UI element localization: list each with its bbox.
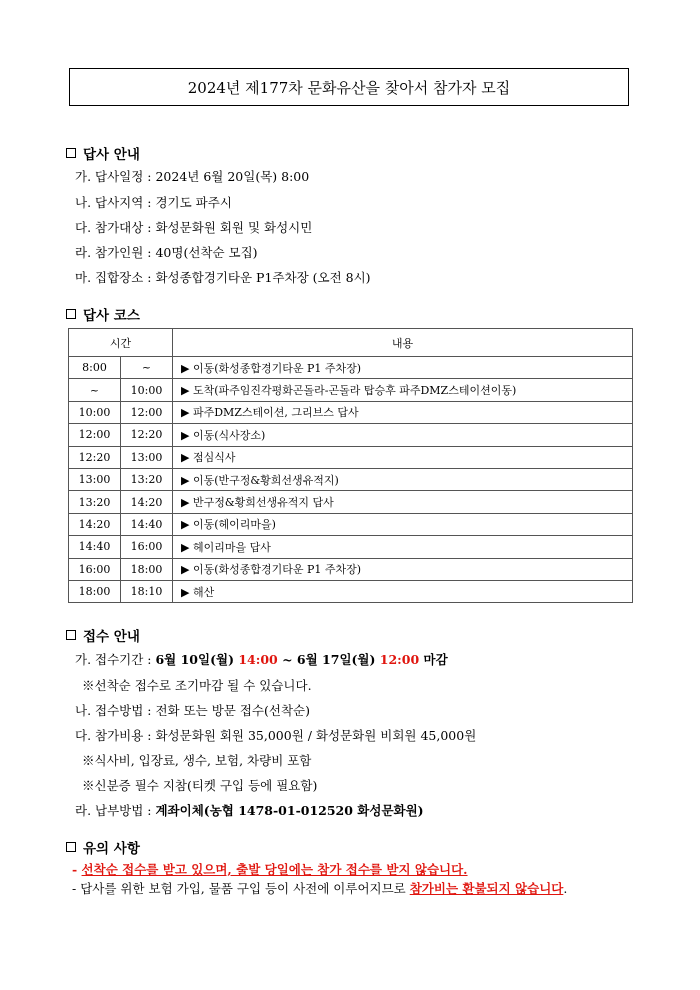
- checkbox-square-icon: [66, 842, 76, 852]
- course-desc: ▶ 반구정&황희선생유적지 답사: [173, 491, 633, 513]
- col-content-header: 내용: [173, 329, 633, 357]
- time-start: 10:00: [69, 401, 121, 423]
- time-start: 8:00: [69, 357, 121, 379]
- reception-note-early-close: ※선착순 접수로 조기마감 될 수 있습니다.: [82, 678, 312, 693]
- course-desc: ▶ 이동(화성종합경기타운 P1 주차장): [173, 558, 633, 580]
- time-start: 16:00: [69, 558, 121, 580]
- page-title: 2024년 제177차 문화유산을 찾아서 참가자 모집: [187, 78, 511, 97]
- section-reception-heading: 접수 안내: [66, 625, 140, 645]
- reception-method: 나. 접수방법 : 전화 또는 방문 접수(선착순): [75, 703, 310, 718]
- table-row: [69, 536, 633, 558]
- time-end: 13:00: [121, 446, 173, 468]
- course-table: [68, 328, 633, 603]
- reception-fee: 다. 참가비용 : 화성문화원 회원 35,000원 / 화성문화원 비회원 45,000원: [75, 728, 477, 743]
- course-desc: ▶ 도착(파주임진각평화곤돌라-곤돌라 탑승후 파주DMZ스테이션이동): [173, 379, 633, 401]
- section-caution-heading: 유의 사항: [66, 837, 140, 857]
- checkbox-square-icon: [66, 630, 76, 640]
- time-start: 18:00: [69, 580, 121, 602]
- section-info-heading: 답사 안내: [66, 143, 140, 163]
- section-course-heading: 답사 코스: [66, 304, 140, 324]
- time-end: 18:00: [121, 558, 173, 580]
- time-start: ~: [69, 379, 121, 401]
- time-start: 13:20: [69, 491, 121, 513]
- time-start: 12:20: [69, 446, 121, 468]
- course-desc: ▶ 헤이리마을 답사: [173, 536, 633, 558]
- table-row: [69, 491, 633, 513]
- col-time-header: 시간: [69, 329, 173, 357]
- course-desc: ▶ 이동(화성종합경기타운 P1 주차장): [173, 357, 633, 379]
- time-end: 12:20: [121, 424, 173, 446]
- time-start: 12:00: [69, 424, 121, 446]
- table-row: [69, 379, 633, 401]
- time-end: ~: [121, 357, 173, 379]
- caution-line-2: - 답사를 위한 보험 가입, 물품 구입 등이 사전에 이루어지므로 참가비는 환불되지 않습니다.: [72, 881, 568, 896]
- table-row: [69, 513, 633, 535]
- time-end: 12:00: [121, 401, 173, 423]
- reception-payment: 라. 납부방법 : 계좌이체(농협 1478-01-012520 화성문화원): [75, 803, 424, 818]
- table-row: [69, 558, 633, 580]
- table-row: [69, 446, 633, 468]
- info-item-region: 나. 답사지역 : 경기도 파주시: [75, 195, 232, 210]
- table-row: [69, 424, 633, 446]
- course-table-header: [69, 329, 633, 357]
- time-end: 14:40: [121, 513, 173, 535]
- checkbox-square-icon: [66, 148, 76, 158]
- checkbox-square-icon: [66, 309, 76, 319]
- reception-note-included: ※식사비, 입장료, 생수, 보험, 차량비 포함: [82, 753, 312, 768]
- course-desc: ▶ 이동(반구정&황희선생유적지): [173, 468, 633, 490]
- time-end: 10:00: [121, 379, 173, 401]
- caution-line-1: - 선착순 접수를 받고 있으며, 출발 당일에는 참가 접수를 받지 않습니다.: [72, 862, 468, 877]
- time-start: 14:20: [69, 513, 121, 535]
- time-end: 18:10: [121, 580, 173, 602]
- time-end: 13:20: [121, 468, 173, 490]
- course-desc: ▶ 이동(식사장소): [173, 424, 633, 446]
- time-start: 13:00: [69, 468, 121, 490]
- info-item-schedule: 가. 답사일정 : 2024년 6월 20일(목) 8:00: [75, 169, 310, 184]
- table-row: [69, 357, 633, 379]
- time-end: 14:20: [121, 491, 173, 513]
- course-desc: ▶ 파주DMZ스테이션, 그리브스 답사: [173, 401, 633, 423]
- table-row: [69, 580, 633, 602]
- time-start: 14:40: [69, 536, 121, 558]
- info-item-target: 다. 참가대상 : 화성문화원 회원 및 화성시민: [75, 220, 313, 235]
- reception-period: 가. 접수기간 : 6월 10일(월) 14:00 ~ 6월 17일(월) 12:00 마감: [75, 652, 448, 667]
- time-end: 16:00: [121, 536, 173, 558]
- course-desc: ▶ 이동(헤이리마을): [173, 513, 633, 535]
- reception-note-id: ※신분증 필수 지참(티켓 구입 등에 필요함): [82, 778, 318, 793]
- table-row: [69, 401, 633, 423]
- course-desc: ▶ 해산: [173, 580, 633, 602]
- info-item-capacity: 라. 참가인원 : 40명(선착순 모집): [75, 245, 258, 260]
- info-item-meeting: 마. 집합장소 : 화성종합경기타운 P1주차장 (오전 8시): [75, 270, 371, 285]
- course-desc: ▶ 점심식사: [173, 446, 633, 468]
- table-row: [69, 468, 633, 490]
- page-title-box: [69, 68, 629, 106]
